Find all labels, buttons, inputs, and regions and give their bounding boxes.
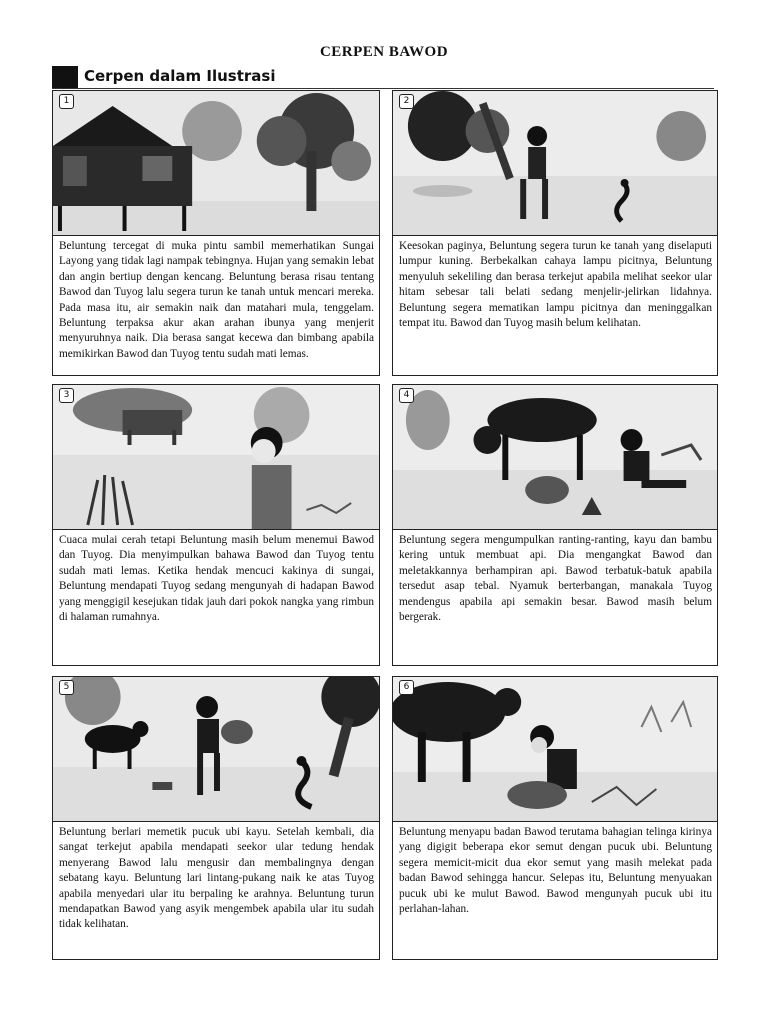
comic-panel-3: [52, 384, 380, 666]
section-header-label: Cerpen dalam Ilustrasi: [84, 67, 276, 85]
comic-panel-1: [52, 90, 380, 376]
panel-illustration: [393, 91, 717, 236]
comic-panel-2: [392, 90, 718, 376]
panel-illustration: [53, 385, 379, 530]
panel-caption: Beluntung berlari memetik pucuk ubi kayu. Setelah kembali, dia sangat terkejut apabila mendapati seekor ular tedung hendak menyerang Bawod lalu mengusir dan membalingnya dengan sebatang kayu. Beluntung lari lintang-pukang naik ke atas Tuyog apabila menyedari ular itu berpaling ke arahnya. Beluntung turun mendapatkan Bawod yang asyik mengembek apabila ular itu sudah tidak kelihatan.: [59, 826, 374, 931]
comic-panel-5: [52, 676, 380, 960]
panel-caption: Beluntung tercegat di muka pintu sambil memerhatikan Sungai Layong yang tidak lagi nampak tebingnya. Hujan yang semakin lebat dan angin bertiup dengan kencang. Beluntung berasa risau tentang Bawod dan Tuyog lalu segera turun ke tanah untuk mencari mereka. Pada masa itu, air semakin naik dan matahari mula, tenggelam. Beluntung terpaksa akur akan arahan ibunya yang menjerit menyuruhnya naik. Dia berasa sangat kecewa dan bimbang apabila memikirkan Bawod dan Tuyog tentu sudah mati lemas.: [59, 240, 374, 360]
panel-number: 6: [399, 680, 414, 695]
panel-number: 1: [59, 94, 74, 109]
header-tab-marker: [52, 66, 78, 88]
panel-caption: Cuaca mulai cerah tetapi Beluntung masih belum menemui Bawod dan Tuyog. Dia menyimpulkan bahawa Bawod dan Tuyog tentu sudah mati lemas. Ketika hendak mencuci kakinya di sungai, Beluntung mendapati Tuyog sedang mengunyah di hadapan Bawod yang menggigil kesejukan tidak jauh dari pokok nangka yang rimbun di halaman rumahnya.: [59, 534, 374, 624]
panel-illustration: [53, 91, 379, 236]
comic-panel-4: [392, 384, 718, 666]
panel-illustration: [393, 385, 717, 530]
panel-number: 3: [59, 388, 74, 403]
comic-panel-6: [392, 676, 718, 960]
panel-number: 4: [399, 388, 414, 403]
page-title: CERPEN BAWOD: [319, 44, 449, 60]
panel-illustration: [53, 677, 379, 822]
panel-number: 2: [399, 94, 414, 109]
panel-caption: Keesokan paginya, Beluntung segera turun ke tanah yang diselaputi lumpur kuning. Berbekalkan cahaya lampu picitnya, Beluntung menyuluh sekeliling dan berasa terkejut apabila melihat seekor ular hitam sebesar tali belati sedang menjelir-jelirkan lidahnya. Beluntung segera mematikan lampu picitnya dan meninggalkan tempat itu. Bawod dan Tuyog masih belum kelihatan.: [399, 240, 712, 330]
panel-caption: Beluntung menyapu badan Bawod terutama bahagian telinga kirinya yang digigit beberapa ekor semut dengan pucuk ubi. Beluntung segera memicit-micit dua ekor semut yang masih melekat pada badan Bawod sehingga hancur. Selepas itu, Beluntung menyuakan pucuk ubi ke mulut Bawod. Bawod mengunyah pucuk ubi itu perlahan-lahan.: [399, 826, 712, 916]
panel-caption: Beluntung segera mengumpulkan ranting-ranting, kayu dan bambu kering untuk membuat api. Dia mengangkat Bawod dan meletakkannya berhampiran api. Bawod terbatuk-batuk apabila tersedut asap tebal. Nyamuk berterbangan, manakala Tuyog mendengus apabila api semakin besar. Bawod masih belum bergerak.: [399, 534, 712, 624]
panel-number: 5: [59, 680, 74, 695]
panel-illustration: [393, 677, 717, 822]
section-header: [52, 66, 714, 89]
